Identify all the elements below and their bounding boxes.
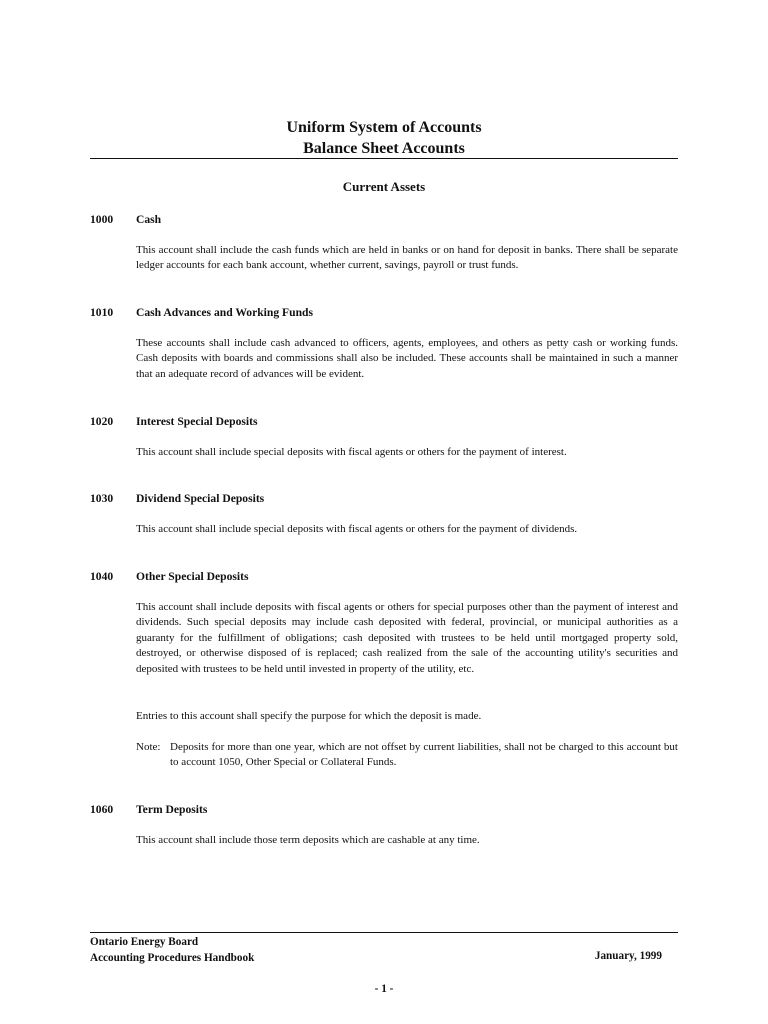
account-note [136, 740, 678, 771]
account-number: 1020 [90, 415, 114, 428]
account-name: Other Special Deposits [136, 570, 249, 583]
account-number: 1060 [90, 803, 114, 816]
document-title: Uniform System of Accounts [286, 119, 482, 136]
account-description: This account shall include deposits with fiscal agents or others for special purposes other than the payment of interest and dividends. Such special deposits may include cash deposited with federal, provincial, or municipal authorities as a guaranty for the fulfillment of obligations; cash deposited with trustees to be held until mortgaged property sold, destroyed, or otherwise disposed of is replaced; cash realized from the sale of the accounting utility's securities and deposited with trustees to be held until invested in property of the utility, etc. [136, 601, 678, 675]
account-entry-rule: Entries to this account shall specify the purpose for which the deposit is made. [136, 710, 482, 722]
account-number: 1040 [90, 570, 114, 583]
account-description: This account shall include those term deposits which are cashable at any time. [136, 834, 480, 846]
footer-handbook: Accounting Procedures Handbook [90, 952, 255, 964]
account-number: 1010 [90, 306, 114, 319]
account-name: Term Deposits [136, 803, 208, 816]
document-subtitle: Balance Sheet Accounts [303, 140, 465, 157]
title-divider [90, 158, 678, 159]
account-description: This account shall include special deposits with fiscal agents or others for the payment of dividends. [136, 523, 578, 535]
footer-date: January, 1999 [594, 950, 662, 962]
account-number: 1000 [90, 213, 114, 226]
account-name: Cash Advances and Working Funds [136, 306, 313, 319]
account-description: This account shall include the cash funds which are held in banks or on hand for deposit in banks. There shall be separate ledger accounts for each bank account, whether current, savings, payroll or trust funds. [136, 244, 678, 272]
section-title: Current Assets [342, 179, 426, 194]
account-name: Cash [136, 213, 162, 226]
note-text: Deposits for more than one year, which are not offset by current liabilities, shall not be charged to this account but to account 1050, Other Special or Collateral Funds. [170, 741, 678, 769]
account-description: These accounts shall include cash advanced to officers, agents, employees, and others as petty cash or working funds. Cash deposits with boards and commissions shall also be included. These accounts shall be maintained in such a manner that an adequate record of advances will be evident. [136, 337, 678, 380]
page-number: - 1 - [374, 983, 394, 995]
footer-org: Ontario Energy Board [90, 936, 199, 948]
note-label: Note: [136, 741, 161, 753]
account-name: Dividend Special Deposits [136, 492, 265, 505]
footer-divider [90, 932, 678, 933]
account-number: 1030 [90, 492, 114, 505]
account-name: Interest Special Deposits [136, 415, 258, 428]
account-description: This account shall include special deposits with fiscal agents or others for the payment of interest. [136, 446, 567, 458]
